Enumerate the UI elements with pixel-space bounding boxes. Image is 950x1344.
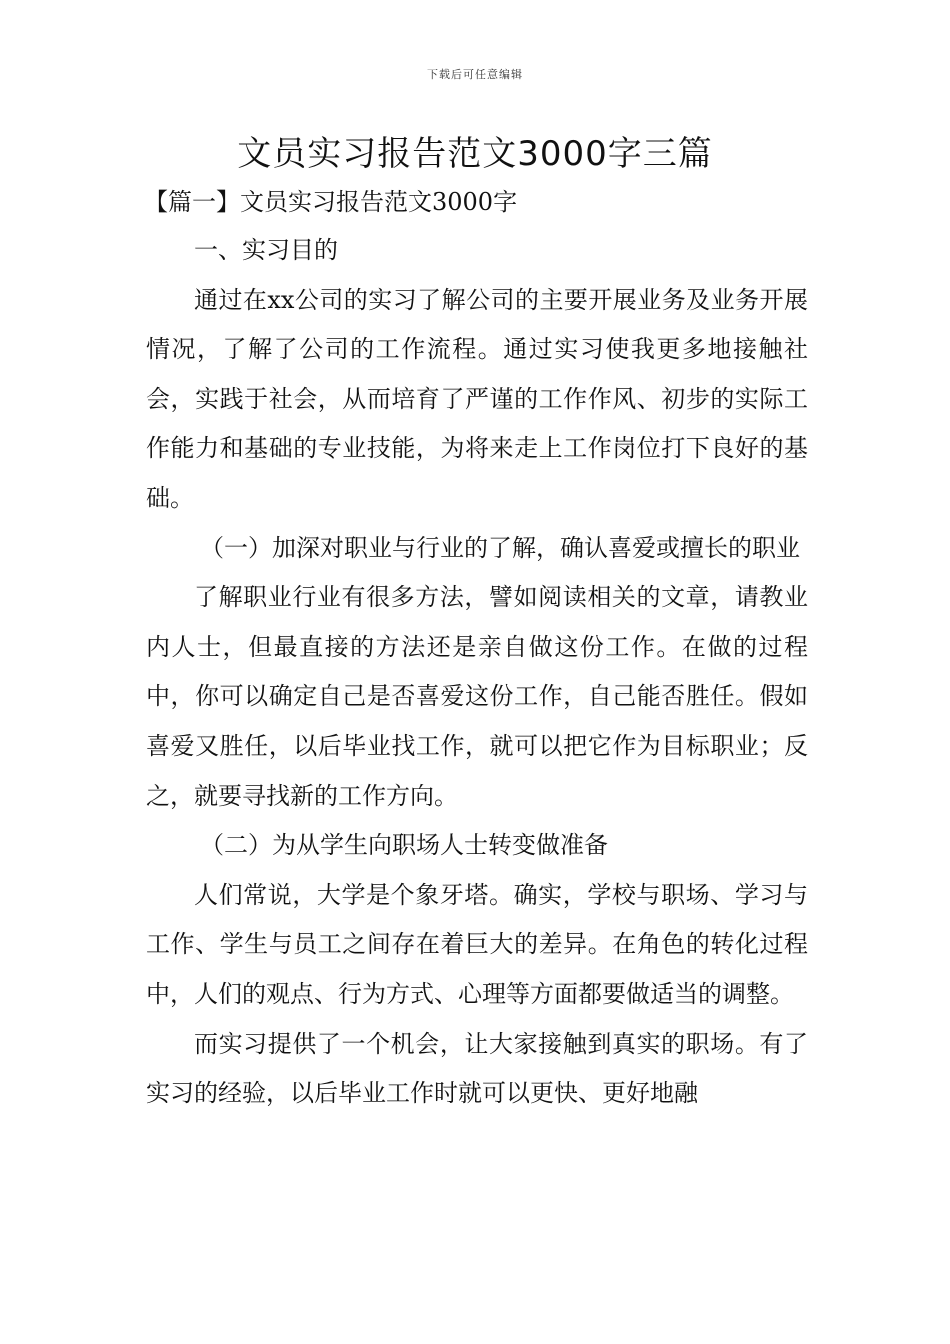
paragraph: 而实习提供了一个机会，让大家接触到真实的职场。有了实习的经验，以后毕业工作时就可以更快、更好地融	[146, 1029, 808, 1108]
paragraph: 人们常说，大学是个象牙塔。确实，学校与职场、学习与工作、学生与员工之间存在着巨大的差异。在角色的转化过程中，人们的观点、行为方式、心理等方面都要做适当的调整。	[146, 880, 808, 1008]
document-body	[146, 178, 808, 1119]
article-subtitle: 【篇一】文员实习报告范文3000字	[144, 188, 518, 216]
section-heading: 一、实习目的	[194, 236, 338, 264]
subsection-heading: （二）为从学生向职场人士转变做准备	[200, 831, 608, 860]
document-title: 文员实习报告范文3000字三篇	[237, 134, 713, 174]
subsection-heading: （一）加深对职业与行业的了解，确认喜爱或擅长的职业	[200, 533, 800, 562]
paragraph: 了解职业行业有很多方法，譬如阅读相关的文章，请教业内人士，但最直接的方法还是亲自做这份工作。在做的过程中，你可以确定自己是否喜爱这份工作，自己能否胜任。假如喜爱又胜任，以后毕业找工作，就可以把它作为目标职业；反之，就要寻找新的工作方向。	[146, 583, 808, 810]
paragraph: 通过在xx公司的实习了解公司的主要开展业务及业务开展情况，了解了公司的工作流程。通过实习使我更多地接触社会，实践于社会，从而培育了严谨的工作作风、初步的实际工作能力和基础的专业技能，为将来走上工作岗位打下良好的基础。	[146, 285, 808, 512]
header-note: 下载后可任意编辑	[427, 68, 523, 81]
